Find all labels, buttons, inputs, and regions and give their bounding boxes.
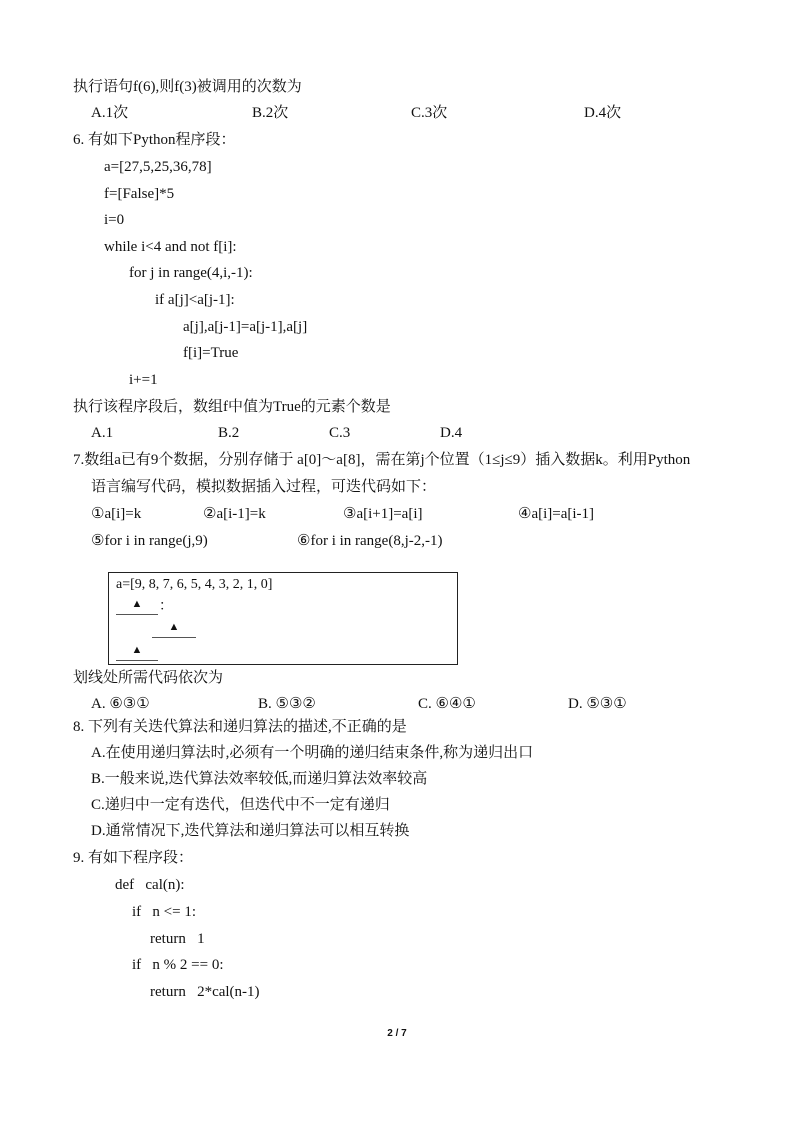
q7-code-box xyxy=(108,572,458,665)
q9-code-line: def cal(n): xyxy=(115,877,185,893)
q7-code-choice-4: ④a[i]=a[i-1] xyxy=(518,506,595,522)
q6-code-line: if a[j]<a[j-1]: xyxy=(155,292,235,308)
q7-stem-line2: 语言编写代码，模拟数据插入过程，可迭代码如下： xyxy=(91,479,437,495)
q7-box-first-line: a=[9, 8, 7, 6, 5, 4, 3, 2, 1, 0] xyxy=(116,577,273,592)
q7-blank-1-colon: ： xyxy=(159,599,173,614)
q6-stem: 6. 有如下Python程序段： xyxy=(73,132,236,148)
q6-code-line: a[j],a[j-1]=a[j-1],a[j] xyxy=(183,319,308,335)
q9-code-line: return 2*cal(n-1) xyxy=(150,984,260,1000)
q8-option-c: C.递归中一定有迭代，但迭代中不一定有递归 xyxy=(91,797,390,813)
q5-stem: 执行语句f(6),则f(3)被调用的次数为 xyxy=(73,79,302,95)
q7-code-choice-6: ⑥for i in range(8,j-2,-1) xyxy=(297,533,443,549)
q7-option-c: C. ⑥④① xyxy=(418,696,476,712)
page-number: 2 / 7 xyxy=(387,1028,407,1039)
q7-code-choice-3: ③a[i+1]=a[i] xyxy=(343,506,423,522)
triangle-icon: ▲ xyxy=(168,621,180,633)
q9-stem: 9. 有如下程序段： xyxy=(73,850,194,866)
q8-option-d: D.通常情况下,迭代算法和递归算法可以相互转换 xyxy=(91,823,410,839)
q6-code-line: f=[False]*5 xyxy=(104,186,175,202)
q6-option-b: B.2 xyxy=(218,425,240,441)
q6-option-d: D.4 xyxy=(440,425,463,441)
q7-blank-1 xyxy=(116,596,158,615)
q6-code-line: for j in range(4,i,-1): xyxy=(129,265,253,281)
q6-question: 执行该程序段后，数组f中值为True的元素个数是 xyxy=(73,399,391,415)
q7-code-choice-1: ①a[i]=k xyxy=(91,506,142,522)
q6-option-c: C.3 xyxy=(329,425,351,441)
q5-option-d: D.4次 xyxy=(584,105,622,121)
q7-code-choice-2: ②a[i-1]=k xyxy=(203,506,266,522)
q6-code-line: a=[27,5,25,36,78] xyxy=(104,159,212,175)
q6-code-line: i=0 xyxy=(104,212,125,228)
q8-stem: 8. 下列有关迭代算法和递归算法的描述,不正确的是 xyxy=(73,719,407,735)
q7-blank-3 xyxy=(116,642,158,661)
q6-option-a: A.1 xyxy=(91,425,114,441)
q7-option-b: B. ⑤③② xyxy=(258,696,316,712)
q5-option-a: A.1次 xyxy=(91,105,129,121)
q5-option-c: C.3次 xyxy=(411,105,448,121)
q7-option-a: A. ⑥③① xyxy=(91,696,150,712)
q7-option-d: D. ⑤③① xyxy=(568,696,627,712)
q6-code-line: f[i]=True xyxy=(183,345,239,361)
q8-option-a: A.在使用递归算法时,必须有一个明确的递归结束条件,称为递归出口 xyxy=(91,745,534,761)
q8-option-b: B.一般来说,迭代算法效率较低,而递归算法效率较高 xyxy=(91,771,428,787)
q6-code-line: while i<4 and not f[i]: xyxy=(104,239,237,255)
q9-code-line: if n % 2 == 0: xyxy=(132,957,224,973)
q7-code-choice-5: ⑤for i in range(j,9) xyxy=(91,533,208,549)
q7-blank-2 xyxy=(152,619,196,638)
q9-code-line: return 1 xyxy=(150,931,205,947)
triangle-icon: ▲ xyxy=(131,644,143,656)
q7-question: 划线处所需代码依次为 xyxy=(73,670,224,686)
q5-option-b: B.2次 xyxy=(252,105,289,121)
q6-code-line: i+=1 xyxy=(129,372,158,388)
q9-code-line: if n <= 1: xyxy=(132,904,196,920)
q7-stem-line1: 7.数组a已有9个数据，分别存储于 a[0]～a[8]，需在第j个位置（1≤j≤9）插入数据k。利用Python xyxy=(73,452,691,468)
triangle-icon: ▲ xyxy=(131,598,143,610)
